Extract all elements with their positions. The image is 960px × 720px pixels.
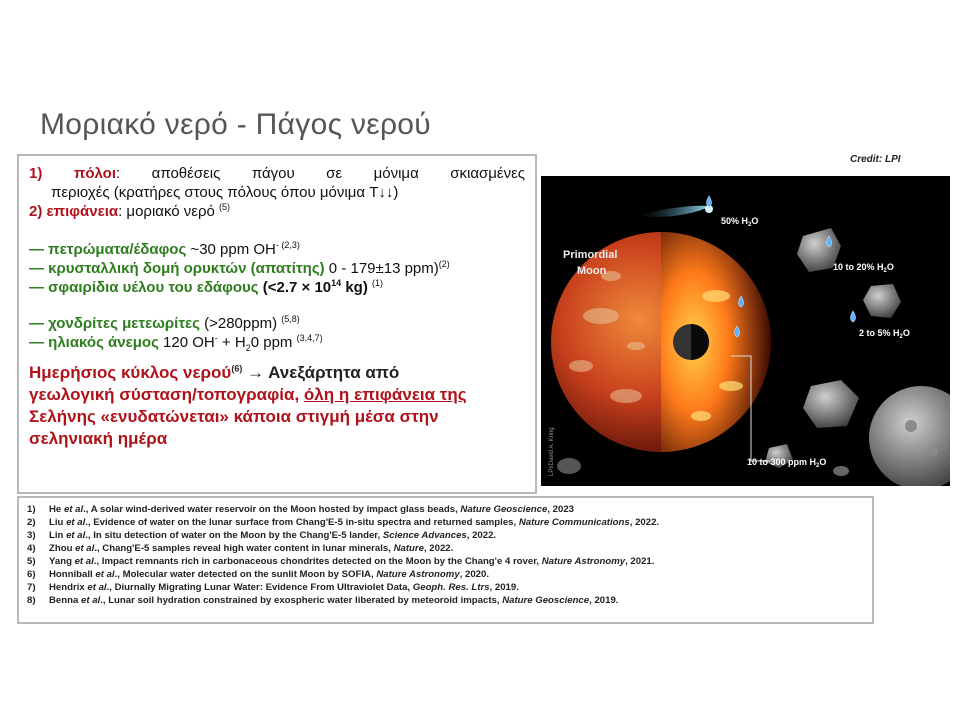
references-box — [17, 496, 874, 624]
item-poles: 1) πόλοι: αποθέσεις πάγου σε μόνιμα σκιασμένες — [29, 165, 525, 182]
cycle-key: Ημερήσιος κύκλος νερού — [29, 363, 232, 382]
reference-item: 3) Lin et al., In situ detection of water on the Moon by the Chang'E-5 lander, Science Advances, 2022. — [27, 530, 497, 541]
water-cycle-paragraph: Ημερήσιος κύκλος νερού$^{(6)}$ → Ανεξάρτητα από γεωλογική σύσταση/τοπογραφία, όλη η επιφάνεια της Σελήνης «ενυδατώνεται» κάποια στιγμή μέσα στην σεληνιακή ημέρα — [29, 363, 467, 448]
source-rocks: — πετρώματα/έδαφος ~30 ppm $OH^{- (2,3)}$ — [29, 240, 300, 258]
page-title: Μοριακό νερό - Πάγος νερού — [40, 108, 432, 141]
label-10-20-percent: 10 to 20% $H_2O$ — [833, 262, 894, 274]
poles-text: : αποθέσεις πάγου σε μόνιμα σκιασμένες — [115, 165, 525, 182]
primordial-moon-illustration — [541, 176, 950, 486]
reference-item: 6) Honniball et al., Molecular water detected on the sunlit Moon by SOFIA, Nature Astronomy, 2020. — [27, 569, 489, 580]
reference-item: 7) Hendrix et al., Diurnally Migrating Lunar Water: Evidence From Ultraviolet Data, Geoph. Res. Ltrs, 2019. — [27, 582, 519, 593]
large-moon-fragment — [869, 386, 950, 486]
image-watermark: LPI/David A. Kring — [549, 427, 555, 476]
comet-icon — [636, 205, 713, 217]
reference-item: 5) Yang et al., Impact remnants rich in carbonaceous chondrites detected on the Moon by the Chang'e 4 rover, Nature Astronomy, 2021. — [27, 556, 655, 567]
reference-item: 4) Zhou et al., Chang'E-5 samples reveal high water content in lunar minerals, Nature, 2022. — [27, 543, 454, 554]
figure-credit: Credit: LPI — [850, 154, 901, 165]
reference-list — [27, 503, 864, 607]
label-2-5-percent: 2 to 5% $H_2O$ — [859, 328, 910, 340]
content-box — [17, 154, 537, 494]
reference-item: 2) Liu et al., Evidence of water on the lunar surface from Chang'E-5 in-situ spectra and returned samples, Nature Communications, 2022. — [27, 517, 660, 528]
surface-key: επιφάνεια — [46, 203, 119, 220]
poles-continuation: περιοχές (κρατήρες στους πόλους όπου μόνιμα T↓↓) — [51, 184, 399, 201]
primordial-moon-figure — [541, 176, 950, 486]
source-apatite: — κρυσταλλική δομή ορυκτών (απατίτης) 0 - 179±13 ppm)$^{(2)}$ — [29, 259, 450, 277]
label-50-percent: 50% $H_2O$ — [721, 216, 759, 228]
label-primordial: Primordial — [563, 249, 618, 261]
source-solar-wind: — ηλιακός άνεμος 120 $OH^- + H_20$ ppm $^{(3,4,7)}$ — [29, 333, 323, 353]
item-surface: 2) επιφάνεια: μοριακό νερό $^{(5)}$ — [29, 202, 231, 220]
label-moon: Moon — [577, 265, 607, 277]
poles-key: πόλοι — [73, 165, 116, 182]
source-glass-beads: — σφαιρίδια υέλου του εδάφους ($<2.7 \times 10^{14}$ kg) $^{(1)}$ — [29, 278, 383, 296]
reference-item: 1) He et al., A solar wind-derived water reservoir on the Moon hosted by impact glass beads, Nature Geoscience, 2023 — [27, 504, 575, 515]
source-chondrites: — χονδρίτες μετεωρίτες (>280ppm) $^{(5,8)}$ — [29, 314, 300, 332]
reference-item: 8) Benna et al., Lunar soil hydration constrained by exospheric water liberated by meteoroid impacts, Nature Geoscience, 2019. — [27, 595, 619, 606]
label-10-300-ppm: 10 to 300 ppm $H_2O$ — [747, 457, 827, 469]
